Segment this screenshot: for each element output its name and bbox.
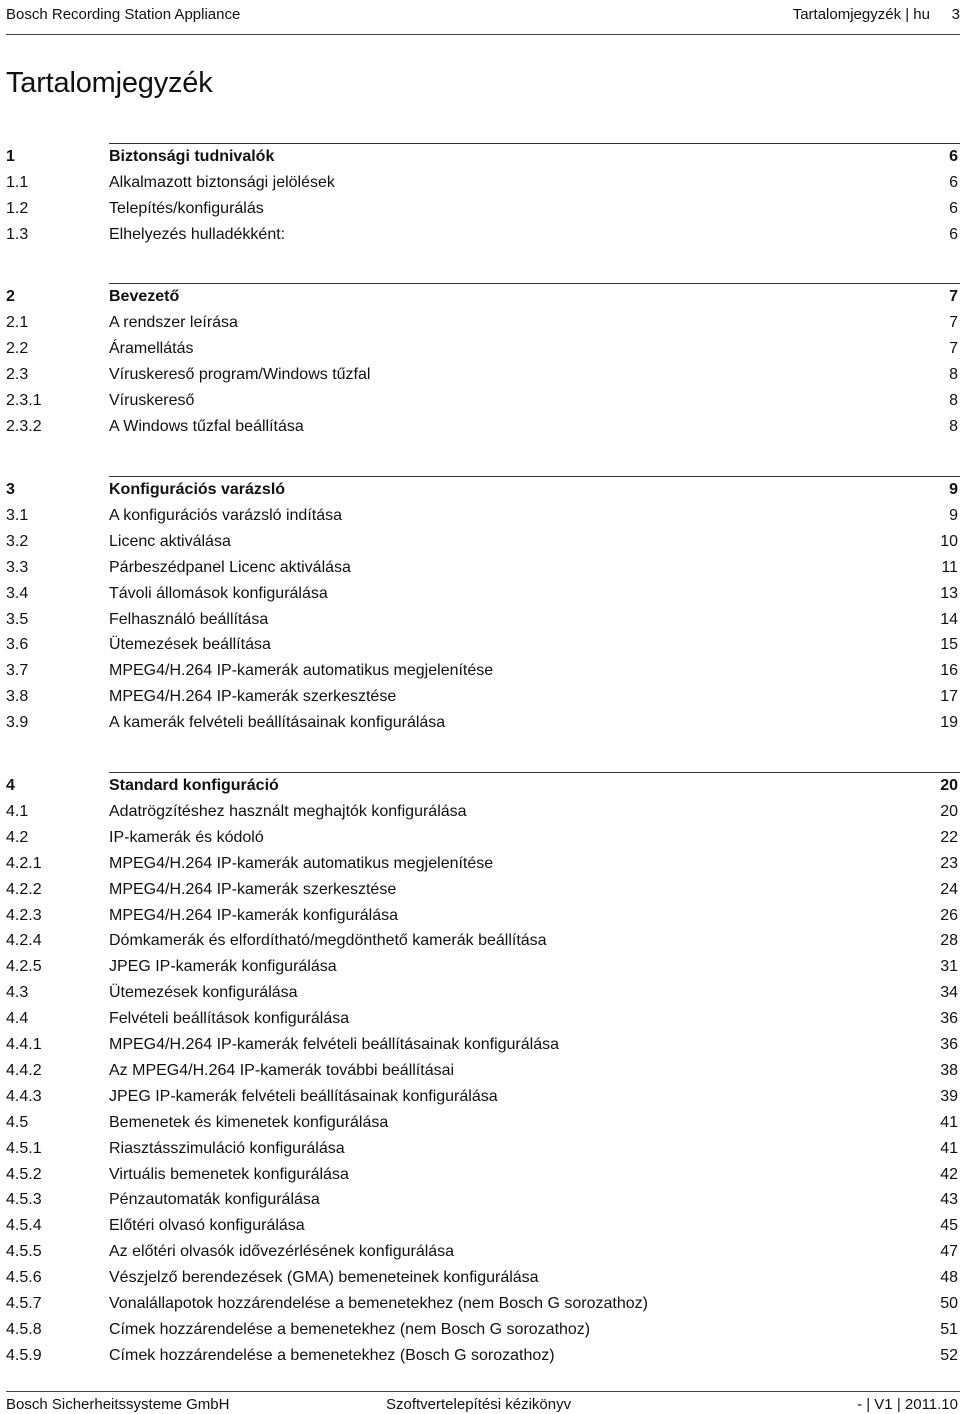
toc-entry-title: Dómkamerák és elfordítható/megdönthető kamerák beállítása <box>109 932 547 950</box>
toc-entry-number: 4.3 <box>6 984 29 1002</box>
toc-chapter-heading[interactable] <box>6 144 960 170</box>
toc-entry-number: 3.4 <box>6 584 29 602</box>
page-title: Tartalomjegyzék <box>6 67 213 99</box>
toc-entry-number: 3.7 <box>6 662 29 680</box>
toc-entry[interactable] <box>6 1213 960 1239</box>
toc-entry-page: 9 <box>949 506 958 524</box>
toc-entry-page: 28 <box>940 932 958 950</box>
toc-entry-page: 36 <box>940 1036 958 1053</box>
toc-entry-title: Biztonsági tudnivalók <box>109 148 275 165</box>
toc-entry-page: 48 <box>940 1269 958 1287</box>
toc-entry-title: Adatrögzítéshez használt meghajtók konfigurálása <box>109 802 467 820</box>
toc-entry-title: Felvételi beállítások konfigurálása <box>109 1010 350 1028</box>
toc-entry-page: 20 <box>940 777 958 794</box>
toc-entry-number: 3.8 <box>6 688 29 706</box>
toc-entry-title: Távoli állomások konfigurálása <box>109 584 328 602</box>
toc-entry[interactable] <box>6 954 960 980</box>
toc-entry-title: A Windows tűzfal beállítása <box>109 417 304 435</box>
toc-entry[interactable] <box>6 414 960 440</box>
toc-entry-title: Konfigurációs varázsló <box>109 481 286 498</box>
toc-entry[interactable] <box>6 607 960 633</box>
toc-entry-number: 4.2.5 <box>6 958 42 976</box>
toc-entry-number: 4.5.6 <box>6 1269 42 1287</box>
toc-entry-title: JPEG IP-kamerák felvételi beállításainak konfigurálása <box>109 1087 498 1105</box>
toc-entry-page: 7 <box>949 288 958 305</box>
toc-entry[interactable] <box>6 799 960 825</box>
toc-entry-title: JPEG IP-kamerák konfigurálása <box>109 958 337 976</box>
toc-entry[interactable] <box>6 1291 960 1317</box>
toc-entry[interactable] <box>6 980 960 1006</box>
toc-entry-number: 1.2 <box>6 199 29 217</box>
toc-entry[interactable] <box>6 1162 960 1188</box>
toc-chapter-heading[interactable] <box>6 477 960 503</box>
toc-entry-title: Vészjelző berendezések (GMA) bemeneteinek konfigurálása <box>109 1269 539 1287</box>
toc-entry-title: A konfigurációs varázsló indítása <box>109 506 343 524</box>
toc-entry-number: 1 <box>6 148 15 165</box>
toc-entry-number: 2.2 <box>6 339 29 357</box>
toc-entry-page: 43 <box>940 1191 958 1209</box>
toc-entry-number: 4.2.2 <box>6 880 42 898</box>
toc-entry-page: 6 <box>949 225 958 243</box>
toc-entry-title: Ütemezések konfigurálása <box>109 984 298 1002</box>
toc-entry-number: 4.4 <box>6 1010 29 1028</box>
toc-entry[interactable] <box>6 1110 960 1136</box>
toc-entry-page: 6 <box>949 199 958 217</box>
toc-entry-title: Az előtéri olvasók idővezérlésének konfigurálása <box>109 1243 455 1261</box>
toc-entry-title: Pénzautomaták konfigurálása <box>109 1191 320 1209</box>
toc-entry-page: 39 <box>940 1087 958 1105</box>
toc-entry-title: Bemenetek és kimenetek konfigurálása <box>109 1113 389 1131</box>
toc-entry[interactable] <box>6 684 960 710</box>
toc-entry-page: 8 <box>949 391 958 409</box>
toc-entry-title: Felhasználó beállítása <box>109 610 269 628</box>
toc-entry-number: 4.5.5 <box>6 1243 42 1261</box>
toc-entry-title: Bevezető <box>109 288 180 305</box>
toc-entry-page: 45 <box>940 1217 958 1235</box>
header-divider <box>6 34 960 35</box>
page-footer <box>6 1396 960 1414</box>
footer-company: Bosch Sicherheitssysteme GmbH <box>6 1396 230 1413</box>
toc-entry[interactable] <box>6 1058 960 1084</box>
toc-entry[interactable] <box>6 503 960 529</box>
toc-entry[interactable] <box>6 1317 960 1343</box>
toc-entry-title: Víruskereső program/Windows tűzfal <box>109 365 371 383</box>
toc-entry-title: Standard konfiguráció <box>109 777 279 794</box>
toc-entry-title: MPEG4/H.264 IP-kamerák konfigurálása <box>109 906 399 924</box>
toc-entry-title: Licenc aktiválása <box>109 532 231 550</box>
toc-entry-page: 13 <box>940 584 958 602</box>
toc-entry-page: 38 <box>940 1061 958 1079</box>
toc-entry-title: Előtéri olvasó konfigurálása <box>109 1217 305 1235</box>
toc-entry-number: 4.1 <box>6 802 29 820</box>
footer-document-title: Szoftvertelepítési kézikönyv <box>386 1396 572 1413</box>
toc-entry-title: Virtuális bemenetek konfigurálása <box>109 1165 349 1183</box>
toc-entry[interactable] <box>6 1187 960 1213</box>
toc-entry-number: 2.3.2 <box>6 417 42 435</box>
toc-entry-title: MPEG4/H.264 IP-kamerák szerkesztése <box>109 688 397 706</box>
toc-entry-title: Víruskereső <box>109 391 195 409</box>
page-header <box>6 6 960 24</box>
toc-entry[interactable] <box>6 1136 960 1162</box>
toc-entry-number: 4.5.2 <box>6 1165 42 1183</box>
header-section-label: Tartalomjegyzék | hu <box>792 6 930 23</box>
toc-entry[interactable] <box>6 529 960 555</box>
toc-entry-title: Vonalállapotok hozzárendelése a bemenetekhez (nem Bosch G sorozathoz) <box>109 1295 648 1312</box>
toc-entry-number: 2 <box>6 288 15 305</box>
footer-version: - | V1 | 2011.10 <box>857 1396 958 1413</box>
toc-entry-page: 41 <box>940 1113 958 1131</box>
toc-entry-number: 4.2.3 <box>6 906 42 924</box>
toc-entry-number: 3.2 <box>6 532 29 550</box>
toc-entry[interactable] <box>6 1032 960 1058</box>
toc-entry-page: 19 <box>940 714 958 732</box>
toc-entry-number: 3.5 <box>6 610 29 628</box>
toc-entry-number: 4.2.1 <box>6 854 42 872</box>
toc-entry-number: 4.2.4 <box>6 932 42 950</box>
toc-entry-page: 16 <box>940 662 958 680</box>
toc-entry-number: 2.3.1 <box>6 391 42 409</box>
toc-entry-number: 3.6 <box>6 636 29 654</box>
toc-entry-number: 4.5.1 <box>6 1139 42 1157</box>
toc-entry[interactable] <box>6 1006 960 1032</box>
toc-entry-title: Címek hozzárendelése a bemenetekhez (Bosch G sorozathoz) <box>109 1346 555 1364</box>
toc-entry[interactable] <box>6 851 960 877</box>
toc-entry-page: 34 <box>940 984 958 1002</box>
toc-entry-number: 3.1 <box>6 506 29 524</box>
toc-entry[interactable] <box>6 1239 960 1265</box>
toc-entry-page: 50 <box>940 1295 958 1312</box>
toc-entry-page: 7 <box>949 339 958 357</box>
toc-entry[interactable] <box>6 310 960 336</box>
toc-entry-page: 47 <box>940 1243 958 1261</box>
footer-divider <box>6 1391 960 1392</box>
toc-entry-title: Címek hozzárendelése a bemenetekhez (nem Bosch G sorozathoz) <box>109 1320 591 1338</box>
toc-entry-page: 41 <box>940 1139 958 1157</box>
toc-entry-page: 7 <box>949 313 958 331</box>
toc-entry-page: 42 <box>940 1165 958 1183</box>
toc-entry-number: 1.3 <box>6 225 29 243</box>
toc-entry-title: A kamerák felvételi beállításainak konfigurálása <box>109 714 446 732</box>
toc-entry-number: 3.9 <box>6 714 29 732</box>
toc-entry-title: Ütemezések beállítása <box>109 636 271 654</box>
header-page-number: 3 <box>951 6 960 23</box>
toc-entry-title: MPEG4/H.264 IP-kamerák felvételi beállításainak konfigurálása <box>109 1036 559 1053</box>
toc-entry[interactable] <box>6 877 960 903</box>
toc-entry-number: 4.4.2 <box>6 1061 42 1079</box>
toc-entry-page: 8 <box>949 417 958 435</box>
toc-entry-number: 2.3 <box>6 365 29 383</box>
toc-entry-number: 4.5 <box>6 1113 29 1131</box>
toc-entry-page: 24 <box>940 880 958 898</box>
toc-chapter-heading[interactable] <box>6 284 960 310</box>
toc-entry-title: IP-kamerák és kódoló <box>109 828 264 846</box>
toc-entry-page: 15 <box>940 636 958 654</box>
toc-entry[interactable] <box>6 170 960 196</box>
toc-entry-number: 4.5.9 <box>6 1346 42 1364</box>
toc-entry-page: 17 <box>940 688 958 706</box>
toc-chapter-heading[interactable] <box>6 773 960 799</box>
toc-entry-title: MPEG4/H.264 IP-kamerák szerkesztése <box>109 880 397 898</box>
toc-entry[interactable] <box>6 658 960 684</box>
toc-entry-page: 20 <box>940 802 958 820</box>
toc-entry-page: 51 <box>940 1320 958 1338</box>
toc-entry[interactable] <box>6 581 960 607</box>
toc-entry-page: 14 <box>940 610 958 628</box>
toc-entry-title: Az MPEG4/H.264 IP-kamerák további beállításai <box>109 1061 455 1079</box>
toc-entry[interactable] <box>6 1343 960 1369</box>
toc-entry-page: 9 <box>949 481 958 498</box>
toc-entry-page: 8 <box>949 365 958 383</box>
toc-entry-number: 4.2 <box>6 828 29 846</box>
toc-entry-number: 4.5.7 <box>6 1295 42 1312</box>
toc-entry-page: 6 <box>949 148 958 165</box>
toc-entry-title: MPEG4/H.264 IP-kamerák automatikus megjelenítése <box>109 854 494 872</box>
toc-entry[interactable] <box>6 903 960 929</box>
toc-entry-page: 23 <box>940 854 958 872</box>
toc-entry[interactable] <box>6 362 960 388</box>
toc-entry-number: 3.3 <box>6 558 29 576</box>
toc-entry[interactable] <box>6 555 960 581</box>
toc-entry-number: 4 <box>6 777 15 794</box>
toc-entry[interactable] <box>6 710 960 736</box>
toc-entry-number: 4.5.3 <box>6 1191 42 1209</box>
toc-entry-title: Elhelyezés hulladékként: <box>109 225 286 243</box>
toc-entry-title: Telepítés/konfigurálás <box>109 199 264 217</box>
toc-entry[interactable] <box>6 222 960 248</box>
toc-entry-number: 4.4.3 <box>6 1087 42 1105</box>
toc-entry-page: 6 <box>949 173 958 191</box>
header-section-info <box>793 6 960 24</box>
toc-entry-page: 31 <box>940 958 958 976</box>
toc-entry-title: Párbeszédpanel Licenc aktiválása <box>109 558 351 576</box>
toc-entry-page: 52 <box>940 1346 958 1364</box>
toc-entry[interactable] <box>6 336 960 362</box>
toc-entry[interactable] <box>6 388 960 414</box>
toc-entry[interactable] <box>6 1265 960 1291</box>
toc-entry-number: 1.1 <box>6 173 29 191</box>
toc-entry[interactable] <box>6 632 960 658</box>
toc-entry-page: 36 <box>940 1010 958 1028</box>
toc-entry-number: 3 <box>6 481 15 498</box>
toc-entry-title: Riasztásszimuláció konfigurálása <box>109 1139 345 1157</box>
toc-entry-page: 26 <box>940 906 958 924</box>
toc-entry-title: Alkalmazott biztonsági jelölések <box>109 173 335 191</box>
toc-entry-number: 4.4.1 <box>6 1036 42 1053</box>
toc-entry-title: MPEG4/H.264 IP-kamerák automatikus megjelenítése <box>109 662 494 680</box>
toc-entry-page: 10 <box>940 532 958 550</box>
toc-entry[interactable] <box>6 1084 960 1110</box>
toc-entry[interactable] <box>6 196 960 222</box>
toc-entry-number: 4.5.4 <box>6 1217 42 1235</box>
toc-entry-page: 11 <box>941 558 958 576</box>
toc-entry-number: 4.5.8 <box>6 1320 42 1338</box>
header-product-name: Bosch Recording Station Appliance <box>6 6 241 23</box>
toc-entry[interactable] <box>6 825 960 851</box>
toc-entry-page: 22 <box>940 828 958 846</box>
toc-entry-title: Áramellátás <box>109 339 194 357</box>
toc-entry-title: A rendszer leírása <box>109 313 238 331</box>
toc-entry[interactable] <box>6 928 960 954</box>
toc-entry-number: 2.1 <box>6 313 29 331</box>
